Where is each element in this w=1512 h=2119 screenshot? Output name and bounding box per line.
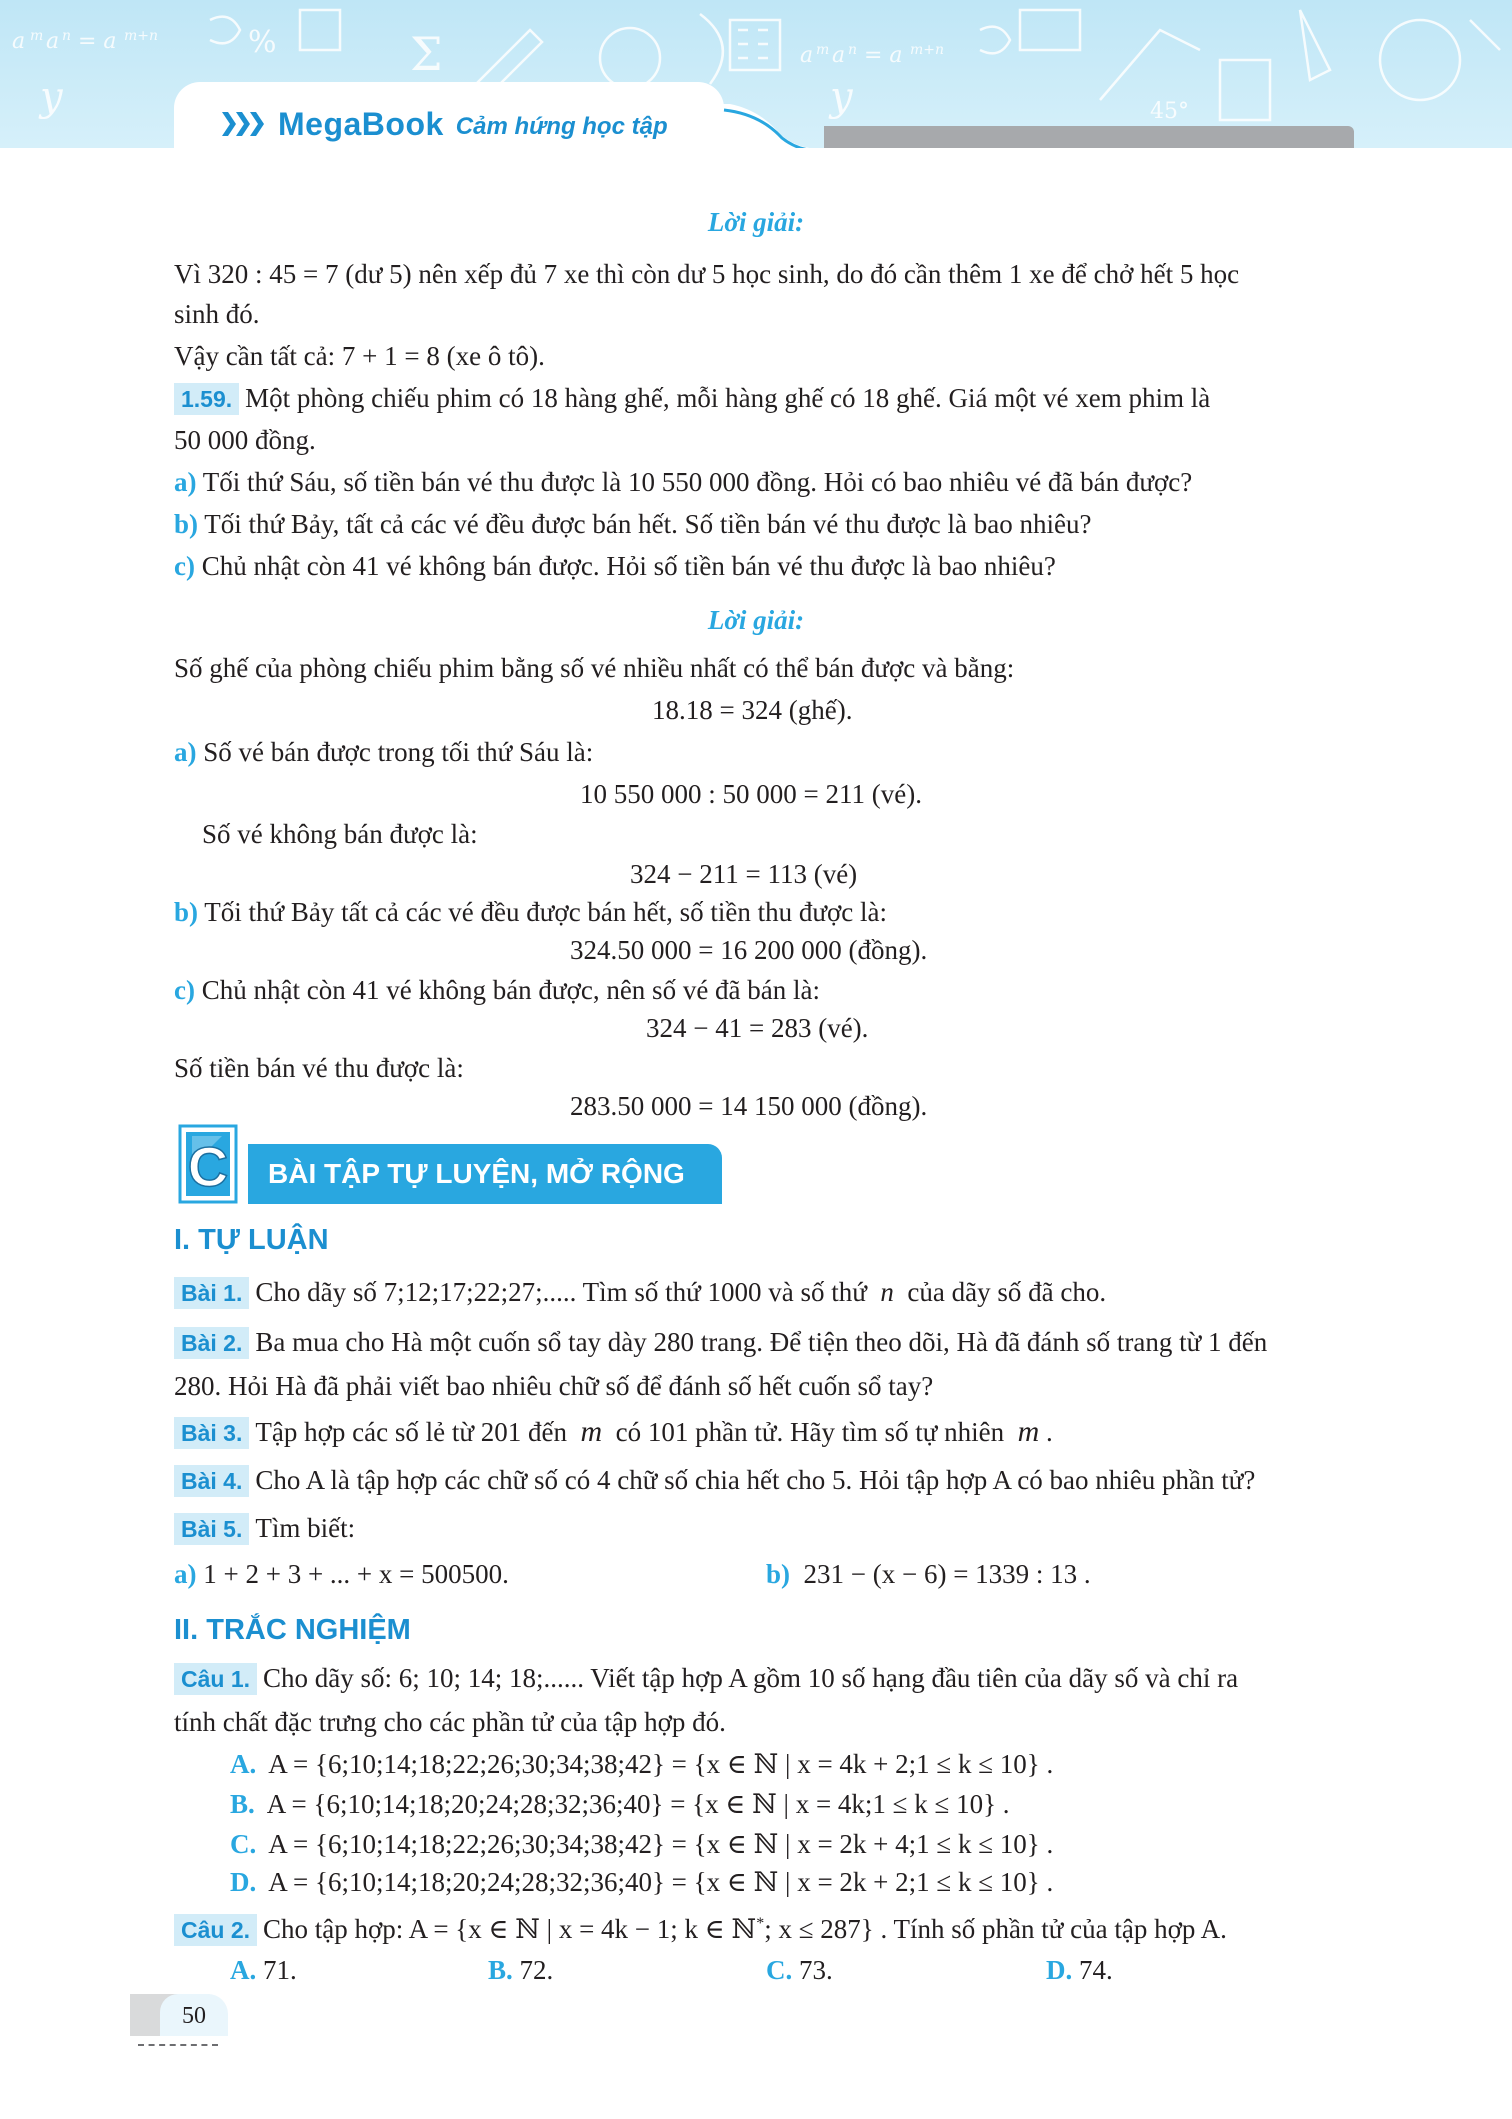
- part-text: Số vé bán được trong tối thứ Sáu là:: [203, 737, 594, 767]
- part-text: Tối thứ Sáu, số tiền bán vé thu được là 10 550 000 đồng. Hỏi có bao nhiêu vé đã bán được?: [202, 467, 1193, 497]
- solution-equation: 10 550 000 : 50 000 = 211 (vé).: [580, 779, 922, 809]
- header-banner: [0, 0, 1512, 148]
- exercise-tag: Bài 2.: [174, 1327, 249, 1359]
- section-c-title: BÀI TẬP TỰ LUYỆN, MỞ RỘNG: [248, 1144, 722, 1204]
- question-text: Cho dãy số: 6; 10; 14; 18;...... Viết tập hợp A gồm 10 số hạng đầu tiên của dãy số và chỉ ra: [263, 1663, 1239, 1693]
- svg-text:a: a: [832, 43, 846, 68]
- part-text: Chủ nhật còn 41 vé không bán được, nên số vé đã bán là:: [201, 975, 821, 1005]
- solution-equation: 324 − 211 = 113 (vé): [630, 859, 858, 889]
- section-c-icon: [178, 1124, 238, 1204]
- answer-option[interactable]: [488, 1952, 553, 1988]
- answer-option[interactable]: [1046, 1952, 1113, 1988]
- exercise-5: [174, 1510, 355, 1546]
- option-label: C.: [766, 1955, 793, 1985]
- exercise-text: Tập hợp các số lẻ từ 201 đến: [255, 1417, 567, 1447]
- svg-text:a: a: [800, 43, 814, 68]
- exercise-text: Cho dãy số 7;12;17;22;27;..... Tìm số thứ 1000 và số thứ: [255, 1277, 867, 1307]
- problem-number-tag: 1.59.: [174, 383, 239, 415]
- answer-option[interactable]: [230, 1826, 1053, 1862]
- solution-line: Số tiền bán vé thu được là:: [174, 1053, 464, 1083]
- part-text: Tối thứ Bảy, tất cả các vé đều được bán hết. Số tiền bán vé thu được là bao nhiêu?: [204, 509, 1092, 539]
- exercise-text: Cho A là tập hợp các chữ số có 4 chữ số chia hết cho 5. Hỏi tập hợp A có bao nhiêu phần tử?: [255, 1465, 1256, 1495]
- part-label: c): [174, 975, 195, 1005]
- exercise-text: Ba mua cho Hà một cuốn sổ tay dày 280 trang. Để tiện theo dõi, Hà đã đánh số trang từ 1 đến: [255, 1327, 1268, 1357]
- answer-option[interactable]: [766, 1952, 833, 1988]
- option-label: B.: [230, 1789, 255, 1819]
- answer-option[interactable]: [230, 1746, 1053, 1782]
- part-label: c): [174, 551, 195, 581]
- svg-text:45°: 45°: [1150, 99, 1189, 124]
- problem-1-59-stem: [174, 380, 1210, 416]
- svg-text:m: m: [30, 28, 44, 44]
- solution-equation: 283.50 000 = 14 150 000 (đồng).: [570, 1091, 928, 1121]
- section-letter: C: [187, 1135, 229, 1198]
- exercise-5a: [174, 1556, 509, 1592]
- solution-part-c: [174, 972, 820, 1008]
- question-tag: Câu 1.: [174, 1663, 257, 1695]
- exercise-text: 280. Hỏi Hà đã phải viết bao nhiêu chữ số để đánh số hết cuốn sổ tay?: [174, 1371, 934, 1401]
- exercise-text: của dãy số đã cho.: [907, 1277, 1107, 1307]
- solution-line: sinh đó.: [174, 299, 260, 329]
- brand-slogan: Cảm hứng học tập: [455, 113, 668, 140]
- solution-equation: 324 − 41 = 283 (vé).: [646, 1013, 869, 1043]
- footer-divider: [138, 2044, 218, 2046]
- superscript: *: [756, 1915, 765, 1932]
- exercise-tag: Bài 3.: [174, 1417, 249, 1449]
- solution-line: Vì 320 : 45 = 7 (dư 5) nên xếp đủ 7 xe thì còn dư 5 học sinh, do đó cần thêm 1 xe để chở hết 5 học: [174, 259, 1240, 289]
- solution-line: Số vé không bán được là:: [202, 819, 478, 849]
- solution-heading: Lời giải:: [707, 605, 805, 635]
- option-text: 73.: [799, 1955, 833, 1985]
- exercise-5b: [766, 1556, 1091, 1592]
- brand-tab-curve: [720, 104, 830, 148]
- option-text: A = {6;10;14;18;22;26;30;34;38;42} = {x ∈ ℕ | x = 2k + 4;1 ≤ k ≤ 10} .: [268, 1829, 1054, 1859]
- exercise-equation: 231 − (x − 6) = 1339 : 13 .: [803, 1559, 1091, 1589]
- question-1: [174, 1660, 1238, 1696]
- part-label: a): [174, 737, 197, 767]
- problem-part-b: [174, 506, 1091, 542]
- svg-text:m+n: m+n: [910, 42, 945, 58]
- part-label: a): [174, 467, 197, 497]
- solution-part-a: [174, 734, 593, 770]
- solution-equation: 18.18 = 324 (ghế).: [652, 695, 853, 725]
- solution-part-b: [174, 894, 887, 930]
- problem-part-c: [174, 548, 1056, 584]
- svg-text:a: a: [12, 29, 26, 54]
- part-label: a): [174, 1559, 197, 1589]
- problem-text: Một phòng chiếu phim có 18 hàng ghế, mỗi hàng ghế có 18 ghế. Giá một vé xem phim là: [245, 383, 1211, 413]
- exercise-tag: Bài 5.: [174, 1513, 249, 1545]
- question-text: ; x ≤ 287} . Tính số phần tử của tập hợp A.: [764, 1914, 1227, 1944]
- option-label: C.: [230, 1829, 257, 1859]
- part-text: Tối thứ Bảy tất cả các vé đều được bán hết, số tiền thu được là:: [204, 897, 888, 927]
- svg-text:y: y: [40, 74, 63, 120]
- option-text: 74.: [1079, 1955, 1113, 1985]
- option-text: A = {6;10;14;18;20;24;28;32;36;40} = {x ∈ ℕ | x = 2k + 2;1 ≤ k ≤ 10} .: [268, 1867, 1054, 1897]
- page-number: 50: [160, 1994, 228, 2036]
- svg-text:n: n: [62, 28, 72, 44]
- part-label: b): [174, 509, 199, 539]
- math-variable: m: [580, 1415, 603, 1448]
- exercise-3: [174, 1414, 1053, 1450]
- svg-text:y: y: [830, 74, 853, 120]
- option-text: 71.: [263, 1955, 297, 1985]
- exercise-1: [174, 1274, 1106, 1310]
- brand: [220, 102, 668, 146]
- option-text: 72.: [519, 1955, 554, 1985]
- svg-text:%: %: [248, 25, 277, 60]
- solution-line: Vậy cần tất cả: 7 + 1 = 8 (xe ô tô).: [174, 341, 545, 371]
- solution-heading: Lời giải:: [707, 207, 805, 237]
- svg-text:a: a: [46, 29, 60, 54]
- brand-name: MegaBook: [278, 105, 444, 142]
- option-label: D.: [1046, 1955, 1073, 1985]
- problem-text: 50 000 đồng.: [174, 425, 316, 455]
- option-label: B.: [488, 1955, 513, 1985]
- exercise-tag: Bài 4.: [174, 1465, 249, 1497]
- option-text: A = {6;10;14;18;20;24;28;32;36;40} = {x ∈ ℕ | x = 4k;1 ≤ k ≤ 10} .: [266, 1789, 1010, 1819]
- question-tag: Câu 2.: [174, 1914, 257, 1946]
- exercise-4: [174, 1462, 1255, 1498]
- question-2: [174, 1906, 1227, 1947]
- solution-line: Số ghế của phòng chiếu phim bằng số vé nhiều nhất có thể bán được và bằng:: [174, 653, 1015, 683]
- question-text: Cho tập hợp: A = {x ∈ ℕ | x = 4k − 1; k ∈ ℕ: [263, 1914, 757, 1944]
- exercise-2: [174, 1324, 1267, 1360]
- exercise-text: Tìm biết:: [255, 1513, 356, 1543]
- question-text: tính chất đặc trưng cho các phần tử của tập hợp đó.: [174, 1707, 726, 1737]
- exercise-text: có 101 phần tử. Hãy tìm số tự nhiên: [615, 1417, 1005, 1447]
- option-label: A.: [230, 1955, 257, 1985]
- part-1-title: I. TỰ LUẬN: [174, 1224, 329, 1256]
- answer-option[interactable]: [230, 1952, 297, 1988]
- megabook-logo-icon: [220, 108, 272, 140]
- answer-option[interactable]: [230, 1864, 1053, 1900]
- answer-option[interactable]: [230, 1786, 1010, 1822]
- svg-text:Σ: Σ: [410, 27, 443, 81]
- part-label: b): [174, 897, 199, 927]
- svg-text:= a: = a: [864, 43, 903, 68]
- svg-text:m+n: m+n: [124, 28, 159, 44]
- part-label: b): [766, 1559, 791, 1589]
- svg-text:m: m: [816, 42, 830, 58]
- option-text: A = {6;10;14;18;22;26;30;34;38;42} = {x ∈ ℕ | x = 4k + 2;1 ≤ k ≤ 10} .: [268, 1749, 1054, 1779]
- problem-part-a: [174, 464, 1192, 500]
- solution-equation: 324.50 000 = 16 200 000 (đồng).: [570, 935, 928, 965]
- header-grey-bar: [824, 126, 1354, 148]
- math-variable: m: [1017, 1415, 1040, 1448]
- part-2-title: II. TRẮC NGHIỆM: [174, 1614, 411, 1646]
- option-label: D.: [230, 1867, 257, 1897]
- exercise-tag: Bài 1.: [174, 1277, 249, 1309]
- svg-text:= a: = a: [78, 29, 117, 54]
- math-variable: n: [880, 1277, 894, 1307]
- part-text: Chủ nhật còn 41 vé không bán được. Hỏi số tiền bán vé thu được là bao nhiêu?: [201, 551, 1056, 581]
- option-label: A.: [230, 1749, 257, 1779]
- exercise-equation: 1 + 2 + 3 + ... + x = 500500.: [203, 1559, 509, 1589]
- exercise-text: .: [1046, 1417, 1053, 1447]
- svg-text:n: n: [848, 42, 858, 58]
